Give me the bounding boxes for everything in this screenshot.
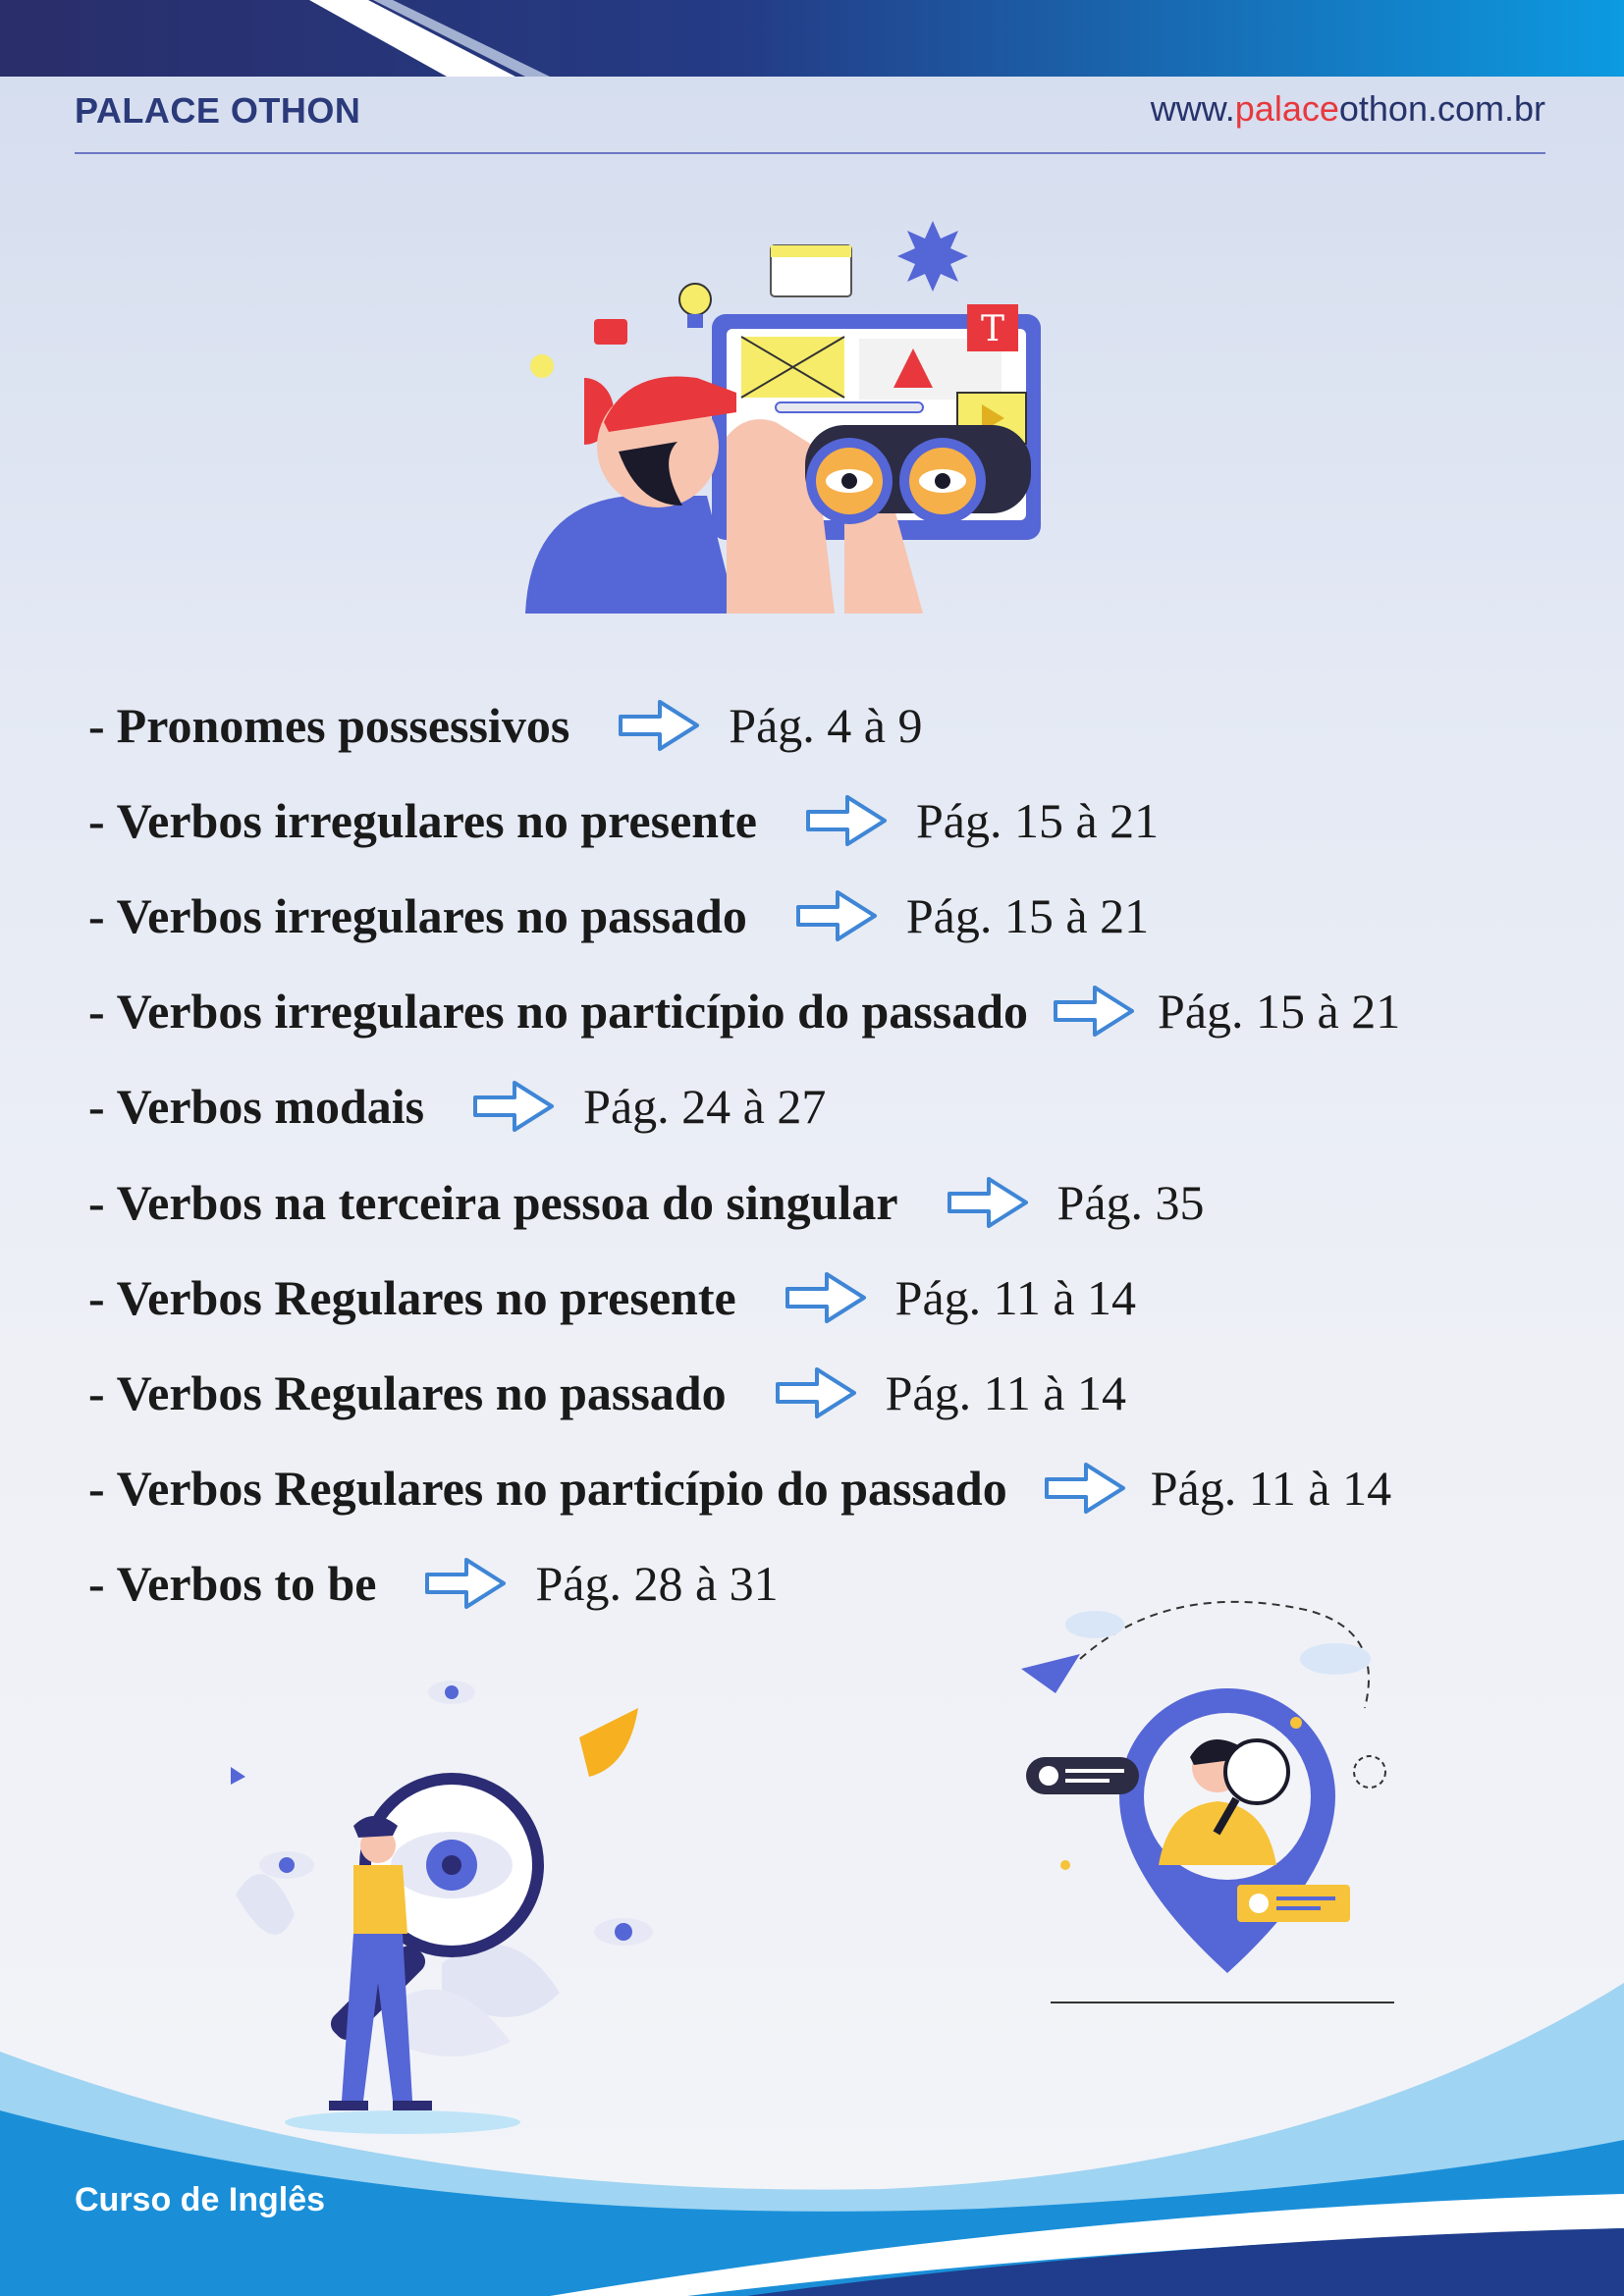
footer-course-label: Curso de Inglês bbox=[75, 2181, 326, 2218]
right-arrow-outline-icon bbox=[804, 793, 889, 848]
topic-pages: Pág. 4 à 9 bbox=[729, 697, 923, 753]
website-suffix: othon.com.br bbox=[1338, 88, 1545, 129]
right-arrow-outline-icon bbox=[1052, 984, 1136, 1039]
topic-dash: - bbox=[88, 984, 105, 1040]
topic-label: Verbos Regulares no passado bbox=[116, 1364, 727, 1420]
topic-label: Verbos modais bbox=[116, 1079, 425, 1135]
topic-item bbox=[88, 1441, 1400, 1536]
topic-label: Verbos Regulares no particípio do passado bbox=[116, 1461, 1007, 1517]
topic-item bbox=[88, 868, 1400, 963]
topic-item bbox=[88, 677, 1400, 773]
topic-pages: Pág. 28 à 31 bbox=[535, 1556, 779, 1612]
topic-list bbox=[88, 677, 1400, 1631]
right-arrow-outline-icon bbox=[471, 1079, 556, 1134]
topic-label: Verbos irregulares no particípio do passado bbox=[116, 984, 1029, 1040]
topic-pages: Pág. 24 à 27 bbox=[583, 1079, 827, 1135]
right-arrow-outline-icon bbox=[794, 888, 879, 943]
topic-dash: - bbox=[88, 1364, 105, 1420]
topic-item bbox=[88, 1250, 1400, 1345]
right-arrow-outline-icon bbox=[423, 1556, 508, 1611]
topic-label: Verbos to be bbox=[116, 1556, 377, 1612]
svg-text:T: T bbox=[980, 309, 1005, 349]
topic-dash: - bbox=[88, 697, 105, 753]
right-arrow-outline-icon bbox=[774, 1365, 858, 1420]
topic-dash: - bbox=[88, 1461, 105, 1517]
topic-dash: - bbox=[88, 1269, 105, 1325]
topic-item bbox=[88, 964, 1400, 1059]
topic-item bbox=[88, 1154, 1400, 1250]
binoculars-illustration bbox=[511, 211, 1060, 623]
topic-pages: Pág. 15 à 21 bbox=[905, 887, 1150, 943]
topic-dash: - bbox=[88, 1174, 105, 1230]
topic-label: Verbos irregulares no passado bbox=[116, 887, 747, 943]
topic-dash: - bbox=[88, 1556, 105, 1612]
topic-label: Pronomes possessivos bbox=[116, 697, 570, 753]
website-url[interactable] bbox=[1151, 88, 1545, 130]
location-pin-magnifier-illustration bbox=[1011, 1600, 1424, 2012]
topic-dash: - bbox=[88, 887, 105, 943]
right-arrow-outline-icon bbox=[784, 1270, 868, 1325]
topic-dash: - bbox=[88, 1079, 105, 1135]
topic-item bbox=[88, 1345, 1400, 1440]
right-arrow-outline-icon bbox=[1043, 1461, 1127, 1516]
topic-pages: Pág. 35 bbox=[1056, 1174, 1205, 1230]
topic-label: Verbos irregulares no presente bbox=[116, 792, 757, 848]
topic-pages: Pág. 11 à 14 bbox=[1150, 1461, 1392, 1517]
website-accent: palace bbox=[1234, 88, 1339, 129]
topic-label: Verbos Regulares no presente bbox=[116, 1269, 736, 1325]
topic-dash: - bbox=[88, 792, 105, 848]
website-prefix: www. bbox=[1150, 88, 1235, 129]
topic-label: Verbos na terceira pessoa do singular bbox=[116, 1174, 898, 1230]
right-arrow-outline-icon bbox=[946, 1175, 1030, 1230]
topic-item bbox=[88, 1059, 1400, 1154]
topic-pages: Pág. 15 à 21 bbox=[915, 792, 1160, 848]
topic-pages: Pág. 15 à 21 bbox=[1158, 984, 1401, 1040]
topic-pages: Pág. 11 à 14 bbox=[894, 1269, 1137, 1325]
topic-item bbox=[88, 773, 1400, 868]
top-band bbox=[0, 0, 1624, 77]
brand-logo: PALACE OTHON bbox=[75, 90, 361, 131]
magnifier-eye-illustration bbox=[216, 1669, 687, 2150]
right-arrow-outline-icon bbox=[617, 698, 701, 753]
header-divider bbox=[75, 152, 1545, 154]
topic-pages: Pág. 11 à 14 bbox=[885, 1364, 1126, 1420]
